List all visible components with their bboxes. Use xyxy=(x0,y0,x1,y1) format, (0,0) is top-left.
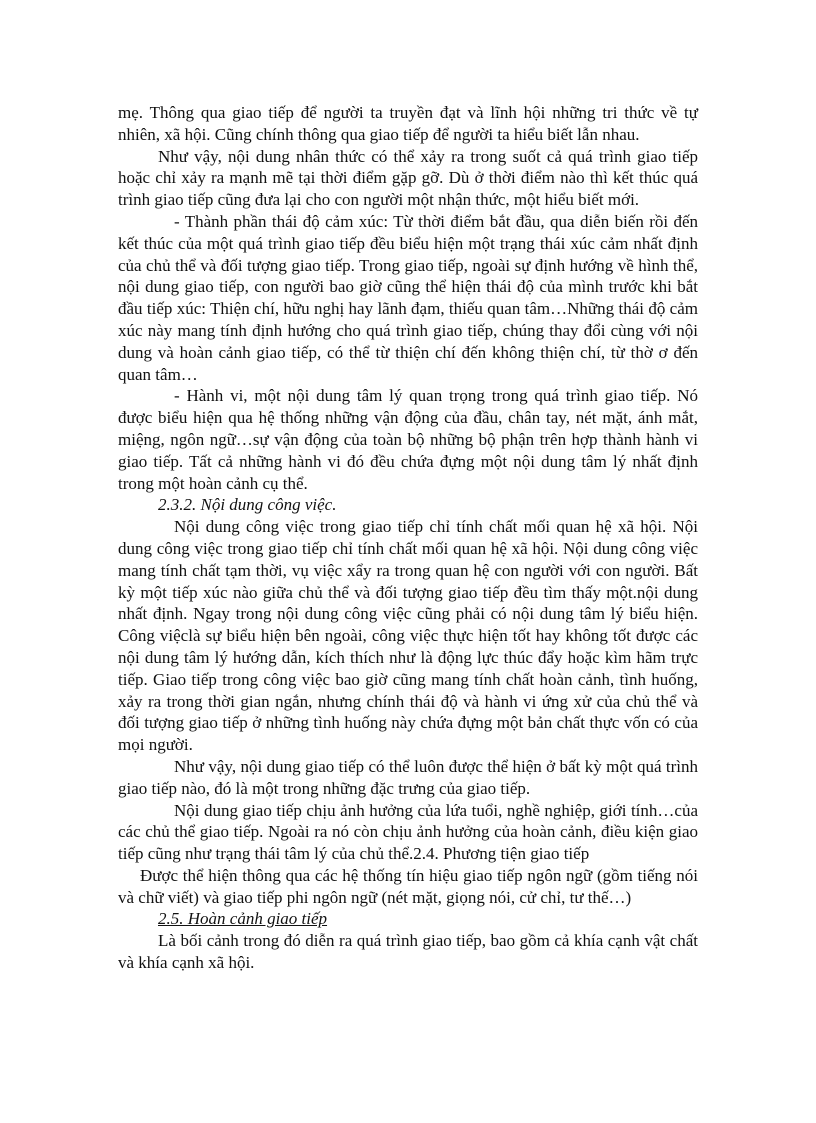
paragraph: - Hành vi, một nội dung tâm lý quan trọng trong quá trình giao tiếp. Nó được biểu hiện qua hệ thống những vận động của đầu, chân tay, nét mặt, ánh mắt, miệng, ngôn ngữ…sự vận động của toàn bộ những bộ phận trên hợp thành hành vi giao tiếp. Tất cả những hành vi đó đều chứa đựng một nội dung tâm lý nhất định trong một hoàn cảnh cụ thể. xyxy=(118,386,698,493)
section-heading: 2.3.2. Nội dung công việc. xyxy=(158,495,337,515)
paragraph: Như vậy, nội dung giao tiếp có thể luôn được thể hiện ở bất kỳ một quá trình giao tiếp nào, đó là một trong những đặc trưng của giao tiếp. xyxy=(118,756,698,798)
document-page xyxy=(118,102,698,974)
paragraph: - Thành phần thái độ cảm xúc: Từ thời điểm bắt đầu, qua diễn biến rồi đến kết thúc của một quá trình giao tiếp đều biểu hiện một trạng thái xúc cảm nhất định của chủ thể và đối tượng giao tiếp. Trong giao tiếp, ngoài sự định hướng về hình thể, nội dung giao tiếp, con người bao giờ cũng thể hiện thái độ của mình trước khi bắt đầu tiếp xúc: Thiện chí, hữu nghị hay lãnh đạm, thiếu quan tâm…Những thái độ cảm xúc này mang tính định hướng cho quá trình giao tiếp, chúng thay đổi cùng với nội dung và hoàn cảnh giao tiếp, có thể từ thiện chí đến không thiện chí, từ thờ ơ đến quan tâm… xyxy=(118,211,698,384)
paragraph: Nội dung công việc trong giao tiếp chỉ tính chất mối quan hệ xã hội. Nội dung công việc trong giao tiếp chỉ tính chất mối quan hệ xã hội. Nội dung công việc mang tính chất tạm thời, vụ việc xẩy ra trong quan hệ con người với con người. Bất kỳ một tiếp xúc nào giữa chủ thể và đối tượng giao tiếp đều tìm thấy một.nội dung nhất định. Ngay trong nội dung công việc cũng phải có nội dung tâm lý biểu hiện. Công việclà sự biểu hiện bên ngoài, công việc thực hiện tốt hay không tốt được các nội dung tâm lý hướng dẫn, kích thích như là động lực thúc đẩy hoặc kìm hãm trực tiếp. Giao tiếp trong công việc bao giờ cũng mang tính chất hoàn cảnh, tình huống, xảy ra trong thời gian ngắn, nhưng chính thái độ và hành vi ứng xử của chủ thể và đối tượng giao tiếp ở những tình huống này chứa đựng một bản chất thực vốn có của mọi người. xyxy=(118,517,698,755)
paragraph: Như vậy, nội dung nhân thức có thể xảy ra trong suốt cả quá trình giao tiếp hoặc chỉ xảy ra mạnh mẽ tại thời điểm gặp gỡ. Dù ở thời điểm nào thì kết thúc quá trình giao tiếp cũng đưa lại cho con người một nhận thức, một hiểu biết mới. xyxy=(118,146,698,210)
paragraph: Được thể hiện thông qua các hệ thống tín hiệu giao tiếp ngôn ngữ (gồm tiếng nói và chữ viết) và giao tiếp phi ngôn ngữ (nét mặt, giọng nói, cử chỉ, tư thế…) xyxy=(118,865,698,907)
paragraph: Là bối cảnh trong đó diễn ra quá trình giao tiếp, bao gồm cả khía cạnh vật chất và khía cạnh xã hội. xyxy=(118,931,698,973)
paragraph: mẹ. Thông qua giao tiếp để người ta truyền đạt và lĩnh hội những tri thức về tự nhiên, xã hội. Cũng chính thông qua giao tiếp để người ta hiểu biết lẫn nhau. xyxy=(118,103,698,144)
section-heading: 2.5. Hoàn cảnh giao tiếp xyxy=(158,909,328,929)
paragraph: Nội dung giao tiếp chịu ảnh hưởng của lứa tuổi, nghề nghiệp, giới tính…của các chủ thể giao tiếp. Ngoài ra nó còn chịu ảnh hưởng của hoàn cảnh, điều kiện giao tiếp cũng như trạng thái tâm lý của chủ thể.2.4. Phương tiện giao tiếp xyxy=(118,800,698,864)
